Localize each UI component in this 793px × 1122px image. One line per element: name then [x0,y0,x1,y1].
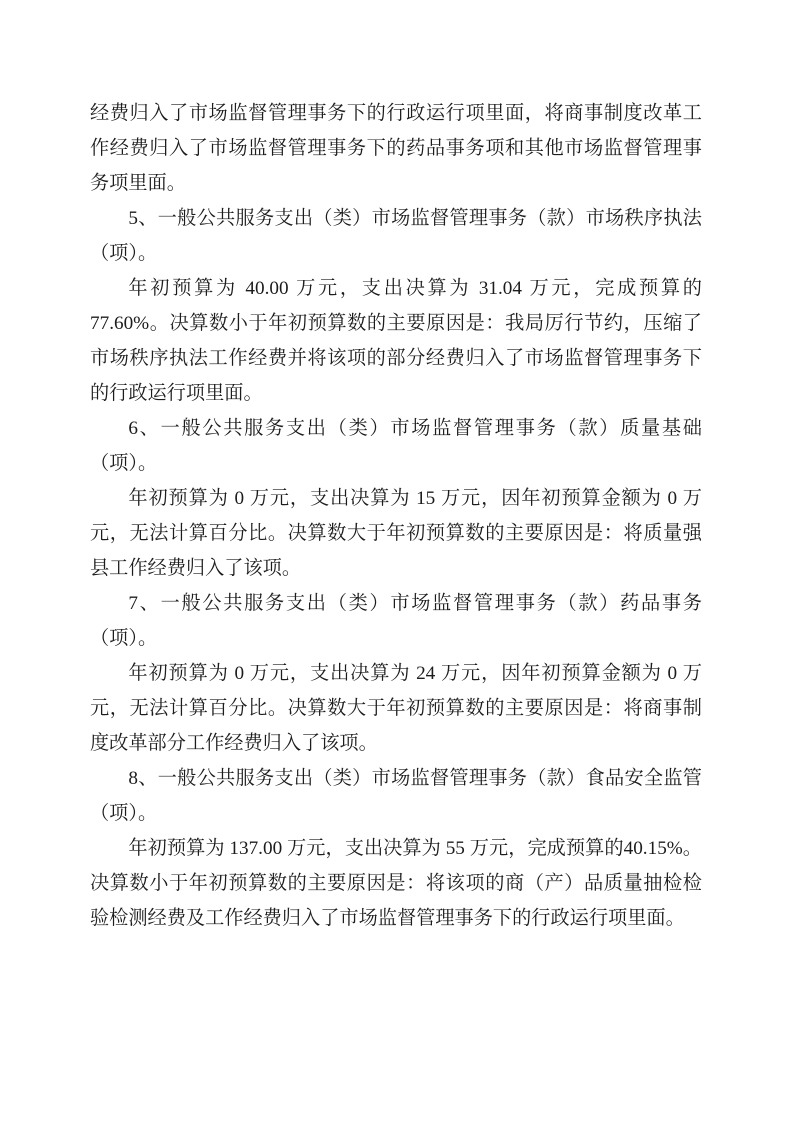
item-5-heading: 5、一般公共服务支出（类）市场监督管理事务（款）市场秩序执法（项）。 [90,208,702,264]
item-7-body: 年初预算为 0 万元，支出决算为 24 万元，因年初预算金额为 0 万元，无法计算百分比。决算数大于年初预算数的主要原因是：将商事制度改革部分工作经费归入了该项。 [90,663,702,754]
item-7-heading: 7、一般公共服务支出（类）市场监督管理事务（款）药品事务（项）。 [90,593,702,649]
item-8-heading: 8、一般公共服务支出（类）市场监督管理事务（款）食品安全监管（项）。 [90,768,702,824]
item-6-body: 年初预算为 0 万元，支出决算为 15 万元，因年初预算金额为 0 万元，无法计算百分比。决算数大于年初预算数的主要原因是：将质量强县工作经费归入了该项。 [90,488,702,579]
item-5-body: 年初预算为 40.00 万元，支出决算为 31.04 万元，完成预算的77.60%。决算数小于年初预算数的主要原因是：我局厉行节约，压缩了市场秩序执法工作经费并将该项的部分经费归入了市场监督管理事务下的行政运行项里面。 [90,278,702,404]
item-6-heading: 6、一般公共服务支出（类）市场监督管理事务（款）质量基础（项）。 [90,418,702,474]
paragraph-continuation: 经费归入了市场监督管理事务下的行政运行项里面，将商事制度改革工作经费归入了市场监督管理事务下的药品事务项和其他市场监督管理事务项里面。 [90,103,702,194]
item-8-body: 年初预算为 137.00 万元，支出决算为 55 万元，完成预算的40.15%。决算数小于年初预算数的主要原因是：将该项的商（产）品质量抽检检验检测经费及工作经费归入了市场监督管理事务下的行政运行项里面。 [90,838,702,929]
